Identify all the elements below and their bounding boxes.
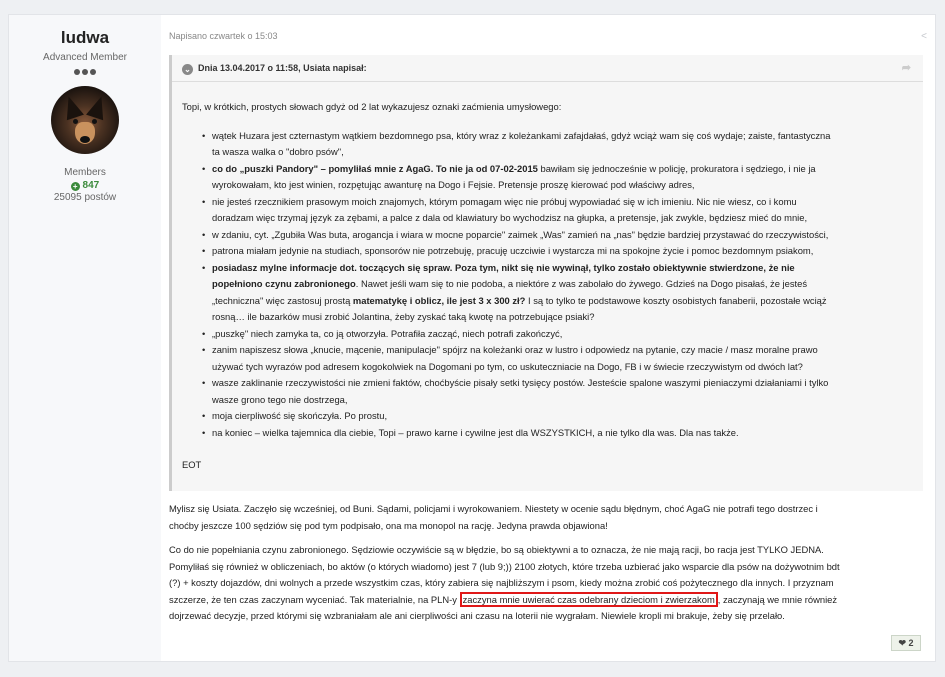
quote-citation: Dnia 13.04.2017 o 11:58, Usiata napisał: xyxy=(198,63,367,73)
post-count: 25095 postów xyxy=(53,192,117,203)
quote-list xyxy=(182,128,915,442)
reputation-count: 847 xyxy=(82,180,100,191)
author-rank: Advanced Member xyxy=(43,52,127,63)
quote-block xyxy=(169,55,923,491)
highlighted-text: zaczyna mnie uwierać czas odebrany dzieciom i zwierzakom xyxy=(460,592,718,607)
post-body xyxy=(169,501,923,633)
list-item: • patrona miałam jedynie na studiach, sponsorów nie potrzebuję, pracuję uczciwie i wystarcza mi na spokojne życie i pomoc bezdomnym psiakom, xyxy=(212,243,915,260)
list-item: • posiadasz mylne informacje dot. toczących się spraw. Poza tym, nikt się nie wywinął, tylko zostało obiektywnie stwierdzone, że nie popełniono czynu zabronionego. Nawet jeśli wam się to nie podoba, a niektóre z was zabolało do żywego. Gdzieś na Dogo pisałaś, że jesteś „techniczna" więc zastosuj prostą matematykę i oblicz, ile jest 3 x 300 zł? I są to tylko te podstawowe koszty osobistych fanaberii, pozostałe wciąż rosną… ile bazarków musi zrobić Jolantina, żeby zyskać taką kwotę na potrzebujące psiaki? xyxy=(212,260,915,326)
author-group: Members xyxy=(64,167,106,178)
forum-post xyxy=(8,14,936,662)
quote-eot: EOT xyxy=(182,459,202,470)
list-item: • nie jesteś rzecznikiem prasowym moich znajomych, którym pomagam więc nie próbuj wypowiadać się w ich imieniu. Nic nie wiesz, co i komu doradzam więc trzymaj język za zębami, a palce z dala od klawiatury bo wychodzisz na głupka, a pretensje, jak zwykle, będziesz mieć do mnie, xyxy=(212,194,915,227)
list-item: • zanim napiszesz słowa „knucie, mącenie, manipulacje" spójrz na koleżanki oraz w lustro i odpowiedz na pytanie, czy macie / masz moralne prawo używać tych wyrazów pod adresem kogokolwiek na Dogomani po tym, co uskuteczniacie na Dogo, FB i w świecie rzeczywistym od dwóch lat? xyxy=(212,342,915,375)
author-name[interactable]: ludwa xyxy=(60,28,110,47)
list-item: • wasze zaklinanie rzeczywistości nie zmieni faktów, choćbyście pisały setki tysięcy postów. Jesteście spalone waszymi pieniaczymi działaniami i tylko wasze grono tego nie dostrzega, xyxy=(212,375,915,408)
author-panel xyxy=(9,15,161,661)
quote-intro: Topi, w krótkich, prostych słowach gdyż od 2 lat wykazujesz oznaki zaćmienia umysłowego: xyxy=(182,101,562,112)
go-to-quote-icon[interactable]: ➦ xyxy=(901,62,911,74)
quote-header[interactable] xyxy=(172,55,923,82)
rank-pips xyxy=(9,67,161,75)
plus-icon: + xyxy=(71,182,80,191)
avatar[interactable] xyxy=(51,86,119,154)
paragraph: Co do nie popełniania czynu zabronionego. Sędziowie oczywiście są w błędzie, bo są obiektywni a to oznacza, że nie mają racji, bo racja jest TYLKO JEDNA. Pomyliłaś się również w obliczeniach, bo aktów (o których wiadomo) jest 7 (lub 9;)) 2100 złotych, które trzeba uzbierać jako wsparcie dla psów na dożywotnim bdt (?) + koszty dojazdów, dni wolnych a przede wszystkim czas, który zabiera się najbliższym i psom, kiedy można zrobić coś pożytecznego dla innych. I przyznam szczerze, że ten czas zaczynam wyceniać. Tak materialnie, na PLN-y zaczyna mnie uwierać czas odebrany dzieciom i zwierzakom , zaczynają we mnie również dojrzewać decyzje, przed którymi się wzbraniałam ale ani cierpliwości ani czasu na loterii nie wygrałam. Niewiele kropli mi brakuje, żeby się przelało. xyxy=(169,544,840,621)
post-date[interactable]: Napisano czwartek o 15:03 xyxy=(169,31,278,41)
quote-body xyxy=(172,99,923,474)
heart-icon: ❤ xyxy=(898,638,906,648)
list-item: • na koniec – wielka tajemnica dla ciebie, Topi – prawo karne i cywilne jest dla WSZYSTKICH, a nie tylko dla was. Dla nas także. xyxy=(212,425,915,442)
chevron-down-icon[interactable]: ⌄ xyxy=(182,64,193,75)
list-item: • moja cierpliwość się skończyła. Po prostu, xyxy=(212,408,915,425)
paragraph: Mylisz się Usiata. Zaczęło się wcześniej, od Buni. Sądami, policjami i wyrokowaniem. Niestety w ocenie sądu błędnym, choć AgaG nie potrafi tego dostrzec i choćby jeszcze 100 sędziów się pod tym podpisało, ona ma monopol na rację. Jedyna prawda objawiona! xyxy=(169,503,818,531)
reputation-badge xyxy=(9,180,161,191)
list-item: • w zdaniu, cyt. „Zgubiła Was buta, arogancja i wiara w mocne poparcie" zaimek „Was" zamień na „nas" będzie bardziej przystawać do rzeczywistości, xyxy=(212,227,915,244)
reaction-count: 2 xyxy=(908,638,914,648)
list-item: • co do „puszki Pandory" – pomyliłaś mnie z AgaG. To nie ja od 07-02-2015 bawiłam się jednocześnie w policję, prokuratora i sędziego, i nie ja wyrokowałam, kto jest winien, rozpętując awanturę na Dogo i Fejsie. Pretensje proszę kierować pod właściwy adres, xyxy=(212,161,915,194)
share-icon[interactable]: < xyxy=(921,31,927,42)
list-item: • wątek Huzara jest czternastym wątkiem bezdomnego psa, który wraz z koleżankami zafajdałaś, gdyż wciąż wam się coś wydaje; zaiste, fantastyczna ta wasza walka o "dobro psów", xyxy=(212,128,915,161)
reaction-button[interactable] xyxy=(891,635,921,651)
list-item: • „puszkę" niech zamyka ta, co ją otworzyła. Potrafiła zacząć, niech potrafi zakończyć, xyxy=(212,326,915,343)
